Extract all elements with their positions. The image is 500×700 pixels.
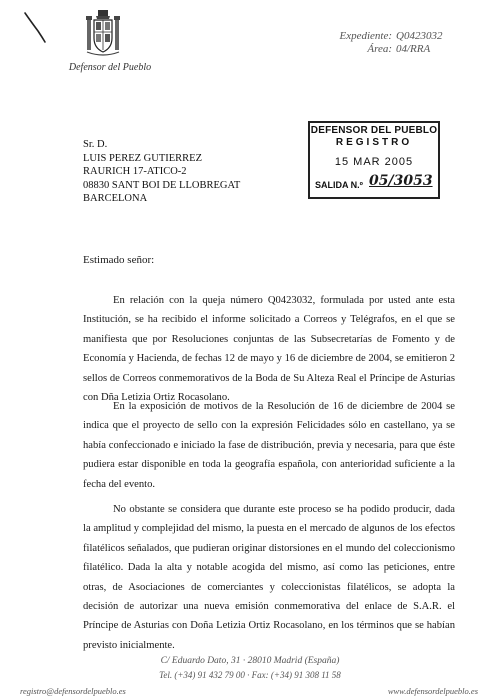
recipient-address xyxy=(83,138,240,206)
footer-website: www.defensordelpueblo.es xyxy=(387,686,478,696)
recipient-city: 08830 SANT BOI DE LLOBREGAT xyxy=(83,179,241,191)
stamp-salida-label: SALIDA N.º xyxy=(315,180,363,190)
footer-email: registro@defensordelpueblo.es xyxy=(20,686,126,696)
recipient-province: BARCELONA xyxy=(83,193,148,204)
file-reference xyxy=(332,30,442,56)
recipient-salutation: Sr. D. xyxy=(83,139,108,150)
coat-of-arms-icon xyxy=(83,8,123,58)
expediente-label: Expediente: xyxy=(339,30,392,42)
recipient-name: LUIS PEREZ GUTIERREZ xyxy=(83,152,202,164)
body-paragraph-2: En la exposición de motivos de la Resolución de 16 de diciembre de 2004 se indica que el proyecto de sello con la expresión Felicidades sólo en castellano, ya se había confeccionado e iniciado la fase de distribución, previa y necesaria, para que éste pudiera estar disponible en toda la geografía española, con anterioridad suficiente a la fecha del evento. xyxy=(83,401,455,490)
footer-address: C/ Eduardo Dato, 31 · 28010 Madrid (España) xyxy=(160,656,340,666)
body-paragraph-3: No obstante se considera que durante este proceso se ha podido producir, dada la amplitud y complejidad del mismo, la puesta en el mercado de algunos de los efectos filatélicos señalados, que pudieran originar distorsiones en el mundo del coleccionismo filatélico. Dada la alta y notable acogida del mismo, así como las peticiones, entre otras, de Asociaciones de comerciantes y coleccionistas filatélicos, se adopta la decisión de autorizar una nueva emisión conmemorativa del enlace de S.A.R. el Príncipe de Asturias con Doña Letizia Ortiz Rocasolano, en los términos que se habían previsto inicialmente. xyxy=(83,504,455,651)
area-label: Área: xyxy=(367,43,392,55)
recipient-street: RAURICH 17-ATICO-2 xyxy=(83,166,187,177)
stamp-line2: REGISTRO xyxy=(335,137,413,148)
stamp-line1: DEFENSOR DEL PUEBLO xyxy=(310,125,438,136)
footer-phones: Tel. (+34) 91 432 79 00 · Fax: (+34) 91 308 11 58 xyxy=(159,670,341,680)
institution-name: Defensor del Pueblo xyxy=(68,62,152,73)
greeting: Estimado señor: xyxy=(83,254,155,266)
area-value: 04/RRA xyxy=(396,43,431,55)
stamp-date: 15 MAR 2005 xyxy=(334,156,414,168)
stamp-salida-number: 05/3053 xyxy=(369,173,433,189)
expediente-value: Q0423032 xyxy=(396,30,443,42)
registry-stamp xyxy=(308,121,440,199)
pen-mark-icon xyxy=(22,9,48,45)
body-paragraph-1: En relación con la queja número Q0423032, formulada por usted ante esta Institución, se ha recibido el informe solicitado a Correos y Telégrafos, en el que se manifiesta que por Resoluciones conjuntas de las Subsecretarías de Fomento y de Economía y Hacienda, de fechas 12 de mayo y 16 de diciembre de 2004, se emitieron 2 sellos de Correos conmemorativos de la Boda de Su Alteza Real el Príncipe de Asturias con Dña Letizia Ortiz Rocasolano. xyxy=(83,295,455,404)
